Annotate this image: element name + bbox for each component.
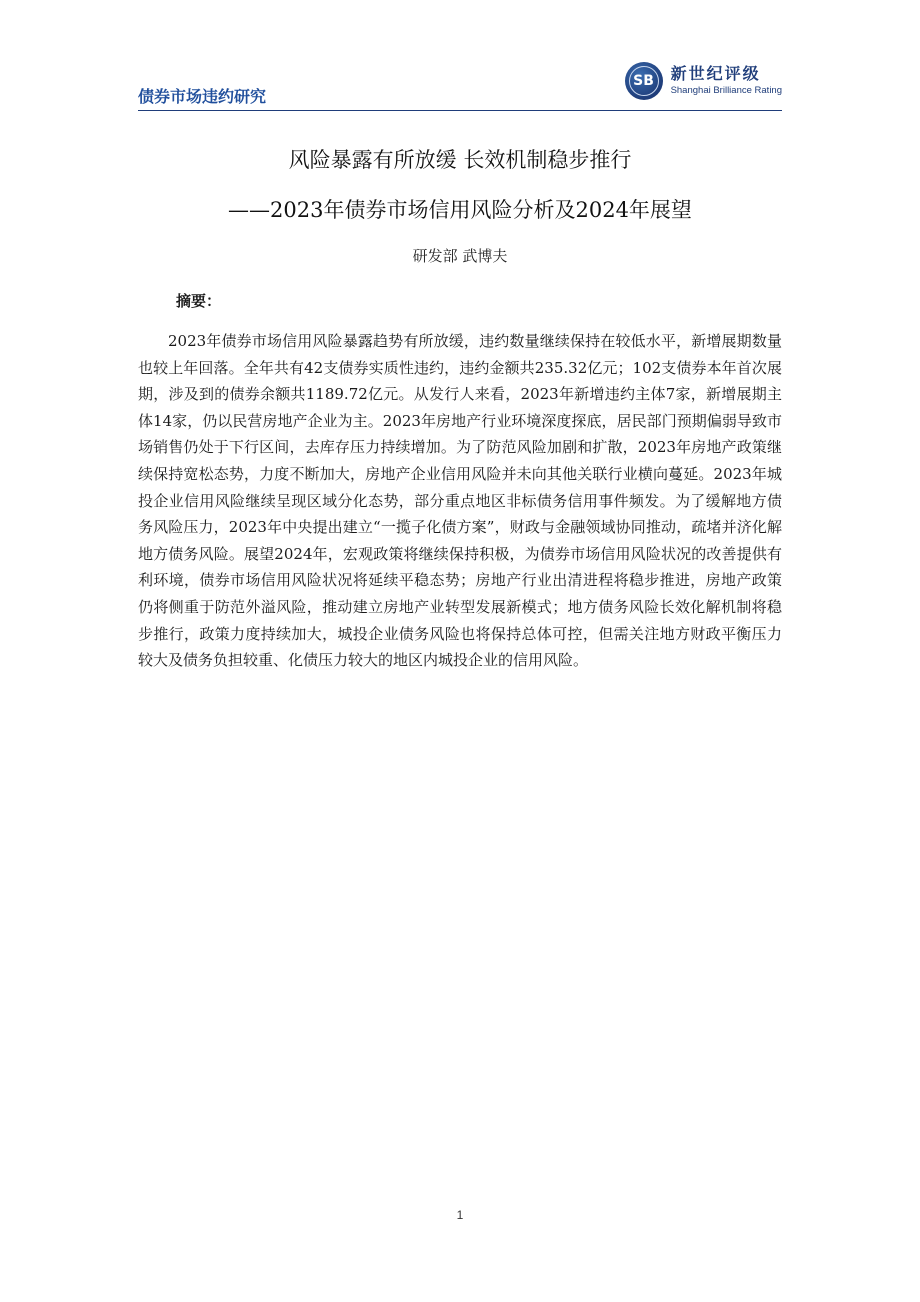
page-header <box>138 58 782 111</box>
logo-text <box>671 65 782 96</box>
logo-mark-text: SB <box>633 73 654 89</box>
header-title: 债券市场违约研究 <box>138 87 267 106</box>
logo-emblem-icon <box>625 62 663 100</box>
page-number: 1 <box>456 1208 464 1222</box>
abstract-label: 摘要： <box>176 292 222 310</box>
document-author: 研发部 武博夫 <box>412 247 508 265</box>
document-subtitle: ——2023年债券市场信用风险分析及2024年展望 <box>228 198 692 222</box>
company-logo <box>625 60 782 102</box>
logo-english-name: Shanghai Brilliance Rating <box>670 85 782 97</box>
abstract-body: 2023年债券市场信用风险暴露趋势有所放缓，违约数量继续保持在较低水平，新增展期数量也较上年回落。全年共有42支债券实质性违约，违约金额共235.32亿元；102支债券本年首次展期，涉及到的债券余额共1189.72亿元。从发行人来看，2023年新增违约主体7家，新增展期主体14家，仍以民营房地产企业为主。2023年房地产行业环境深度探底，居民部门预期偏弱导致市场销售仍处于下行区间，去库存压力持续增加。为了防范风险加剧和扩散，2023年房地产政策继续保持宽松态势，力度不断加大，房地产企业信用风险并未向其他关联行业横向蔓延。2023年城投企业信用风险继续呈现区域分化态势，部分重点地区非标债务信用事件频发。为了缓解地方债务风险压力，2023年中央提出建立“一揽子化债方案”，财政与金融领域协同推动，疏堵并济化解地方债务风险。展望2024年，宏观政策将继续保持积极，为债券市场信用风险状况的改善提供有利环境，债券市场信用风险状况将延续平稳态势；房地产行业出清进程将稳步推进，房地产政策仍将侧重于防范外溢风险，推动建立房地产业转型发展新模式；地方债务风险长效化解机制将稳步推行，政策力度持续加大，城投企业债务风险也将保持总体可控，但需关注地方财政平衡压力较大及债务负担较重、化债压力较大的地区内城投企业的信用风险。 <box>138 332 782 670</box>
logo-chinese-name: 新世纪评级 <box>670 64 761 84</box>
document-title: 风险暴露有所放缓 长效机制稳步推行 <box>288 148 632 172</box>
